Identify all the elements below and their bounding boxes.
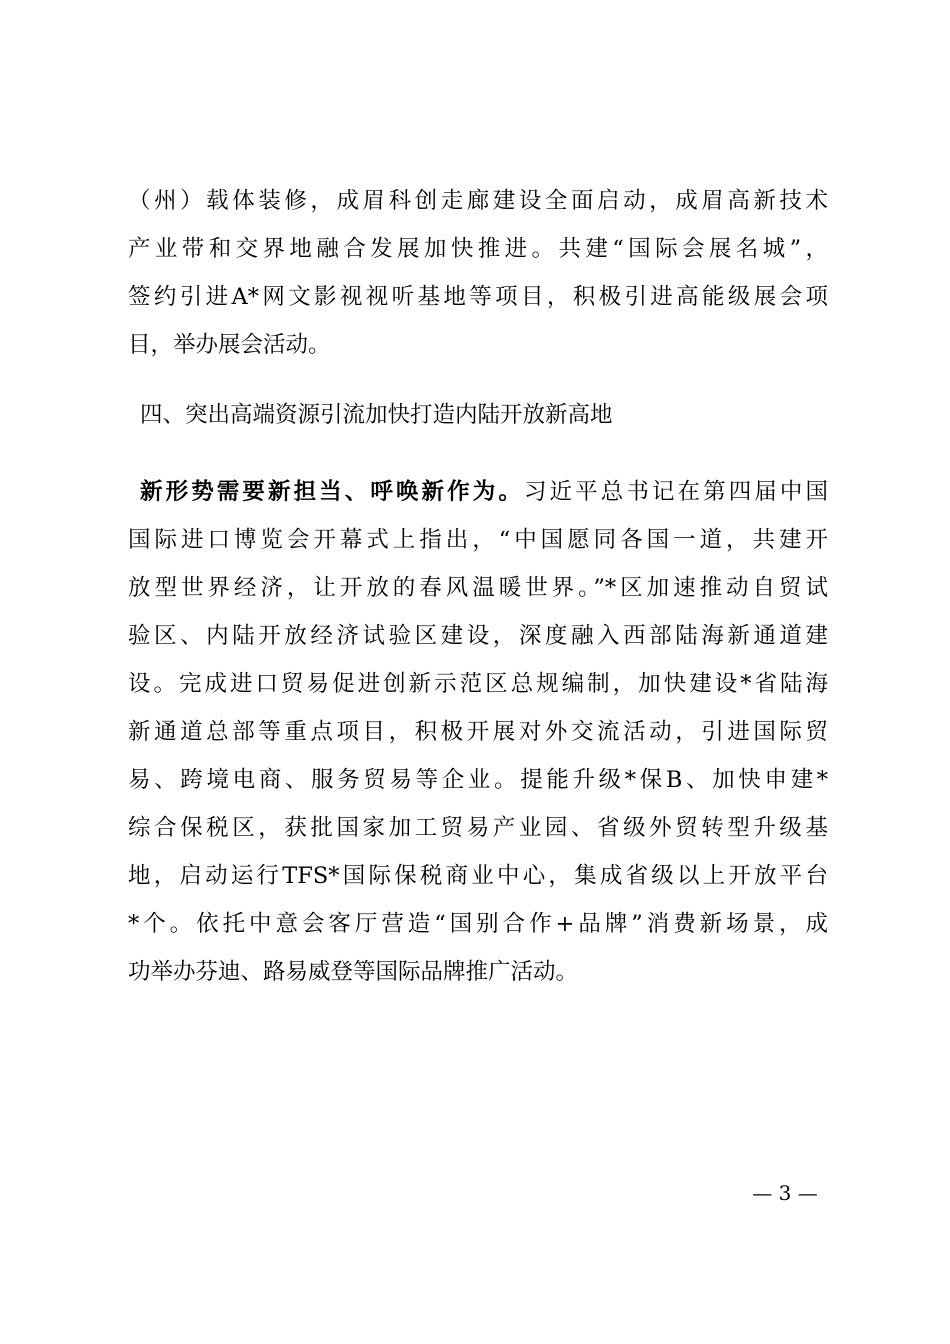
paragraph-line: 功举办芬迪、路易威登等国际品牌推广活动。 bbox=[128, 959, 579, 985]
paragraph-line: 产业带和交界地融合发展加快推进。共建“国际会展名城”， bbox=[128, 236, 828, 262]
paragraph-line: 国际进口博览会开幕式上指出，“中国愿同各国一道，共建开 bbox=[128, 527, 828, 553]
paragraph-line: 新通道总部等重点项目，积极开展对外交流活动，引进国际贸 bbox=[128, 719, 828, 745]
paragraph-lead: 新形势需要新担当、呼唤新作为。 bbox=[140, 479, 524, 505]
paragraph-line: 验区、内陆开放经济试验区建设，深度融入西部陆海新通道建 bbox=[128, 623, 828, 649]
paragraph-line: *个。依托中意会客厅营造“国别合作+品牌”消费新场景，成 bbox=[128, 911, 828, 937]
paragraph-line: （州）载体装修，成眉科创走廊建设全面启动，成眉高新技术 bbox=[128, 188, 828, 214]
paragraph-line: 地，启动运行TFS*国际保税商业中心，集成省级以上开放平台 bbox=[128, 863, 828, 889]
paragraph-line: 签约引进A*网文影视视听基地等项目，积极引进高能级展会项 bbox=[128, 284, 828, 310]
paragraph-line: 目，举办展会活动。 bbox=[128, 332, 331, 358]
paragraph-line: 综合保税区，获批国家加工贸易产业园、省级外贸转型升级基 bbox=[128, 815, 828, 841]
paragraph-first-line-rest: 习近平总书记在第四届中国 bbox=[523, 479, 828, 505]
page-number: — 3 — bbox=[752, 1181, 818, 1205]
paragraph-line: 易、跨境电商、服务贸易等企业。提能升级*保B、加快申建* bbox=[128, 767, 828, 793]
section-heading: 四、突出高端资源引流加快打造内陆开放新高地 bbox=[140, 402, 613, 428]
paragraph-line: 设。完成进口贸易促进创新示范区总规编制，加快建设*省陆海 bbox=[128, 671, 828, 697]
paragraph-line: 放型世界经济，让开放的春风温暖世界。”*区加速推动自贸试 bbox=[128, 575, 828, 601]
paragraph-first-line bbox=[140, 472, 828, 512]
